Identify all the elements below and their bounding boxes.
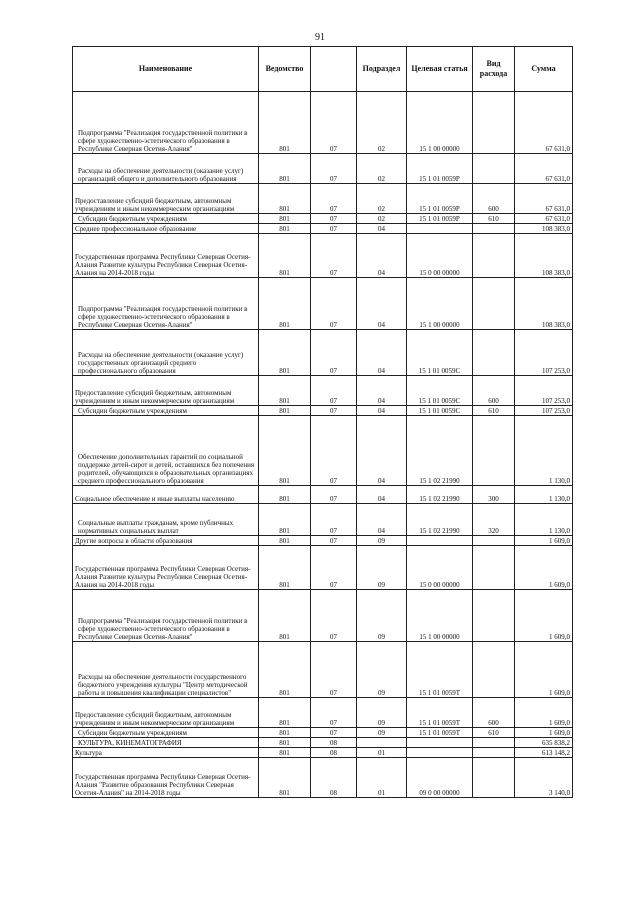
row-sum: 1 130,0 (549, 527, 570, 535)
row-subsection: 01 (378, 749, 385, 757)
row-name: Субсидии бюджетным учреждениям (78, 215, 187, 223)
row-subsection: 02 (378, 205, 385, 213)
row-expense: 600 (488, 397, 499, 405)
table-row (73, 590, 573, 642)
row-sum: 108 383,0 (542, 225, 570, 233)
row-sum: 1 609,0 (549, 729, 570, 737)
row-sum: 107 253,0 (542, 397, 570, 405)
row-sum: 67 631,0 (545, 205, 570, 213)
row-subsection: 09 (378, 689, 385, 697)
row-expense: 610 (488, 215, 499, 223)
row-expense: 320 (488, 527, 499, 535)
row-subsection: 02 (378, 215, 385, 223)
row-dept: 801 (279, 729, 290, 737)
row-section: 07 (330, 225, 337, 233)
header-target: Целевая статья (407, 47, 473, 92)
row-name: Обеспечение дополнительных гарантий по социальной поддержке детей-сирот и детей, оставшихся без попечения родителей, обучающихся в образовательных организациях среднего профессионального образования (78, 453, 255, 485)
row-sum: 1 609,0 (549, 581, 570, 589)
row-name: Субсидии бюджетным учреждениям (78, 407, 187, 415)
row-section: 08 (330, 789, 337, 797)
table-row (73, 406, 573, 416)
row-dept: 801 (279, 581, 290, 589)
header-sum: Сумма (515, 47, 573, 92)
row-subsection: 09 (378, 581, 385, 589)
row-dept: 801 (279, 537, 290, 545)
row-name: Подпрограмма "Реализация государственной политики в сфере художественно-эстетического образования в Республике Северная Осетия-Алания" (78, 617, 248, 641)
table-row (73, 224, 573, 234)
row-subsection: 02 (378, 145, 385, 153)
row-name: Предоставление субсидий бюджетным, автономным учреждениям и иным некоммерческим организациям (75, 389, 235, 405)
row-subsection: 04 (378, 367, 385, 375)
row-target: 15 1 01 0059Т (418, 689, 461, 697)
row-subsection: 04 (378, 225, 385, 233)
table-row (73, 214, 573, 224)
row-target: 15 1 01 0059Р (419, 205, 460, 213)
row-name: Другие вопросы в области образования (75, 537, 193, 545)
row-target: 15 1 01 0059С (418, 367, 461, 375)
row-dept: 801 (279, 225, 290, 233)
header-dept: Ведомство (259, 47, 311, 92)
row-dept: 801 (279, 749, 290, 757)
row-target: 15 1 02 21990 (419, 495, 460, 503)
table-row (73, 546, 573, 590)
table-row (73, 330, 573, 376)
row-dept: 801 (279, 527, 290, 535)
row-target: 15 1 01 0059С (418, 407, 461, 415)
row-subsection: 04 (378, 269, 385, 277)
row-subsection: 02 (378, 175, 385, 183)
row-section: 07 (330, 269, 337, 277)
row-dept: 801 (279, 739, 290, 747)
row-name: Среднее профессиональное образование (75, 225, 197, 233)
row-section: 07 (330, 495, 337, 503)
row-sum: 1 609,0 (549, 633, 570, 641)
row-subsection: 09 (378, 537, 385, 545)
row-sum: 107 253,0 (542, 407, 570, 415)
row-name: Расходы на обеспечение деятельности государственного бюджетного учреждения культуры "Центр методической работы и повышения квалификации специалистов" (78, 673, 248, 697)
row-expense: 610 (488, 407, 499, 415)
row-sum: 67 631,0 (545, 175, 570, 183)
row-subsection: 09 (378, 719, 385, 727)
row-section: 07 (330, 321, 337, 329)
row-name: Государственная программа Республики Северная Осетия-Алания "Развитие образования Республики Северная Осетия-Алания" на 2014-2018 годы (75, 773, 251, 797)
row-name: Государственная программа Республики Северная Осетия-Алания Развитие культуры Республики Северная Осетия-Алания на 2014-2018 годы (75, 253, 251, 277)
row-target: 15 1 01 0059Р (419, 175, 460, 183)
row-subsection: 01 (378, 789, 385, 797)
table-row (73, 278, 573, 330)
row-target: 15 1 01 0059С (418, 397, 461, 405)
row-expense: 300 (488, 495, 499, 503)
row-name: Государственная программа Республики Северная Осетия-Алания Развитие культуры Республики Северная Осетия-Алания на 2014-2018 годы (75, 565, 251, 589)
row-section: 07 (330, 581, 337, 589)
row-target: 15 1 01 0059Р (419, 215, 460, 223)
row-name: КУЛЬТУРА, КИНЕМАТОГРАФИЯ (78, 739, 182, 747)
row-dept: 801 (279, 205, 290, 213)
row-section: 07 (330, 537, 337, 545)
row-sum: 67 631,0 (545, 215, 570, 223)
table-row (73, 738, 573, 748)
row-dept: 801 (279, 407, 290, 415)
row-target: 15 1 01 0059Т (418, 719, 461, 727)
row-dept: 801 (279, 633, 290, 641)
row-dept: 801 (279, 175, 290, 183)
table-row (73, 642, 573, 698)
table-body (73, 92, 573, 798)
row-section: 07 (330, 633, 337, 641)
row-subsection: 04 (378, 397, 385, 405)
row-section: 07 (330, 407, 337, 415)
row-section: 07 (330, 367, 337, 375)
row-name: Предоставление субсидий бюджетным, автономным учреждениям и иным некоммерческим организациям (75, 197, 235, 213)
row-subsection: 04 (378, 477, 385, 485)
row-section: 07 (330, 175, 337, 183)
row-name: Подпрограмма "Реализация государственной политики в сфере художественно-эстетического образования в Республике Северная Осетия-Алания" (78, 305, 248, 329)
table-row (73, 92, 573, 154)
row-target: 15 1 00 00000 (419, 633, 460, 641)
row-target: 15 1 00 00000 (419, 321, 460, 329)
row-section: 08 (330, 749, 337, 757)
row-sum: 1 130,0 (549, 495, 570, 503)
row-sum: 107 253,0 (542, 367, 570, 375)
row-sum: 613 148,2 (542, 749, 570, 757)
row-dept: 801 (279, 321, 290, 329)
row-section: 07 (330, 397, 337, 405)
row-expense: 600 (488, 719, 499, 727)
row-name: Подпрограмма "Реализация государственной политики в сфере художественно-эстетического образования в Республике Северная Осетия-Алания" (78, 129, 248, 153)
row-section: 07 (330, 527, 337, 535)
table-row (73, 758, 573, 798)
row-target: 15 1 00 00000 (419, 145, 460, 153)
row-name: Социальное обеспечение и иные выплаты населению (75, 495, 235, 503)
table-row (73, 748, 573, 758)
row-name: Расходы на обеспечение деятельности (оказание услуг) организаций общего и дополнительного образования (78, 167, 244, 183)
row-name: Предоставление субсидий бюджетным, автономным учреждениям и иным некоммерческим организациям (75, 711, 235, 727)
row-subsection: 09 (378, 729, 385, 737)
table-row (73, 486, 573, 504)
row-section: 07 (330, 719, 337, 727)
table-row (73, 698, 573, 728)
row-name: Социальные выплаты гражданам, кроме публичных нормативных социальных выплат (78, 519, 234, 535)
row-section: 07 (330, 689, 337, 697)
table-row (73, 504, 573, 536)
row-sum: 108 383,0 (542, 321, 570, 329)
row-dept: 801 (279, 367, 290, 375)
table-row (73, 154, 573, 184)
row-target: 15 1 02 21990 (419, 477, 460, 485)
row-sum: 1 609,0 (549, 689, 570, 697)
table-row (73, 376, 573, 406)
row-section: 07 (330, 477, 337, 485)
row-sum: 635 838,2 (542, 739, 570, 747)
row-expense: 600 (488, 205, 499, 213)
row-name: Культура (75, 749, 102, 757)
row-sum: 1 130,0 (549, 477, 570, 485)
row-subsection: 04 (378, 527, 385, 535)
row-dept: 801 (279, 495, 290, 503)
row-section: 07 (330, 205, 337, 213)
row-sum: 3 140,0 (549, 789, 570, 797)
row-target: 15 0 00 00000 (419, 581, 460, 589)
header-subsection: Подраздел (357, 47, 407, 92)
table-row (73, 234, 573, 278)
row-subsection: 04 (378, 321, 385, 329)
table-row (73, 416, 573, 486)
row-sum: 67 631,0 (545, 145, 570, 153)
budget-table (72, 46, 573, 798)
row-section: 08 (330, 739, 337, 747)
row-sum: 108 383,0 (542, 269, 570, 277)
row-section: 07 (330, 145, 337, 153)
row-dept: 801 (279, 269, 290, 277)
row-subsection: 04 (378, 495, 385, 503)
row-section: 07 (330, 215, 337, 223)
table-row (73, 184, 573, 214)
row-target: 09 0 00 00000 (419, 789, 460, 797)
row-subsection: 04 (378, 407, 385, 415)
row-dept: 801 (279, 789, 290, 797)
row-dept: 801 (279, 215, 290, 223)
row-sum: 1 609,0 (549, 537, 570, 545)
row-target: 15 1 02 21990 (419, 527, 460, 535)
row-name: Расходы на обеспечение деятельности (оказание услуг) государственных организаций среднего профессионального образования (78, 351, 244, 375)
row-name: Субсидии бюджетным учреждениям (78, 729, 187, 737)
row-target: 15 1 01 0059Т (418, 729, 461, 737)
row-section: 07 (330, 729, 337, 737)
row-subsection: 09 (378, 633, 385, 641)
row-expense: 610 (488, 729, 499, 737)
row-target: 15 0 00 00000 (419, 269, 460, 277)
table-header-row (73, 47, 573, 92)
row-dept: 801 (279, 397, 290, 405)
row-dept: 801 (279, 145, 290, 153)
table-row (73, 536, 573, 546)
row-dept: 801 (279, 689, 290, 697)
header-expense: Вид расхода (473, 47, 515, 92)
row-dept: 801 (279, 719, 290, 727)
row-dept: 801 (279, 477, 290, 485)
page-number: 91 (315, 32, 325, 43)
table-row (73, 728, 573, 738)
row-sum: 1 609,0 (549, 719, 570, 727)
header-section (311, 47, 357, 92)
header-name: Наименование (73, 47, 259, 92)
